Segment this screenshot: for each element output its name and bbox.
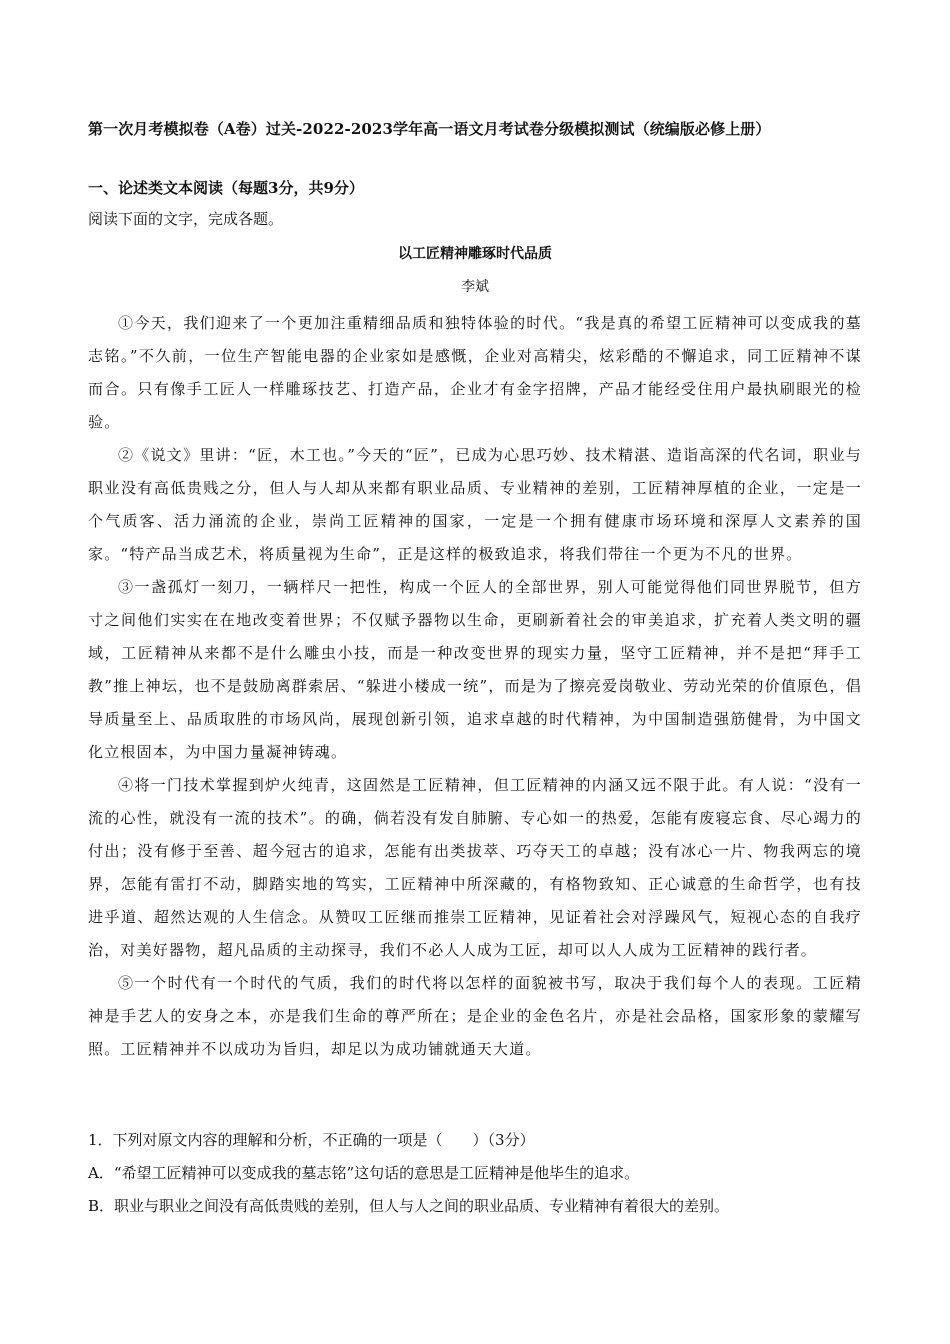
article-body xyxy=(88,307,862,1066)
paragraph-5: ⑤一个时代有一个时代的气质，我们的时代将以怎样的面貌被书写，取决于我们每个人的表现。工匠精神是手艺人的安身之本，亦是我们生命的尊严所在；是企业的金色名片，亦是社会品格，国家形象的蒙耀写照。工匠精神并不以成功为旨归，却足以为成功铺就通天大道。 xyxy=(88,974,862,1058)
paragraph-1: ①今天，我们迎来了一个更加注重精细品质和独特体验的时代。“我是真的希望工匠精神可以变成我的墓志铭。”不久前，一位生产智能电器的企业家如是感慨，企业对高精尖，炫彩酷的不懈追求，同工匠精神不谋而合。只有像手工匠人一样雕琢技艺、打造产品，企业才有金字招牌，产品才能经受住用户最执刷眼光的检验。 xyxy=(88,314,862,431)
paragraph-4: ④将一门技术掌握到炉火纯青，这固然是工匠精神，但工匠精神的内涵又远不限于此。有人说：“没有一流的心性，就没有一流的技术”。的确，倘若没有发自肺腑、专心如一的热爱，怎能有废寝忘食、尽心竭力的付出；没有修于至善、超今冠古的追求，怎能有出类拔萃、巧夺天工的卓越；没有冰心一片、物我两忘的境界，怎能有雷打不动，脚踏实地的笃实，工匠精神中所深藏的，有格物致知、正心诚意的生命哲学，也有技进乎道、超然达观的人生信念。从赞叹工匠继而推崇工匠精神，见证着社会对浮躁风气，短视心态的自我疗治，对美好器物，超凡品质的主动探寻，我们不必人人成为工匠，却可以人人成为工匠精神的践行者。 xyxy=(88,776,862,959)
article-title: 以工匠精神雕琢时代品质 xyxy=(398,246,552,262)
paragraph-3: ③一盏孤灯一刻刀，一辆样尺一把性，构成一个匠人的全部世界，别人可能觉得他们同世界脱节，但方寸之间他们实实在在地改变着世界；不仅赋予器物以生命，更刷新着社会的审美追求，扩充着人类文明的疆域，工匠精神从来都不是什么雕虫小技，而是一种改变世界的现实力量，坚守工匠精神，并不是把“拜手工教”推上神坛，也不是鼓励离群索居、“躲进小楼成一统”，而是为了擦亮爱岗敬业、劳动光荣的价值原色，倡导质量至上、品质取胜的市场风尚，展现创新引领，追求卓越的时代精神，为中国制造强筋健骨，为中国文化立根固本，为中国力量凝神铸魂。 xyxy=(88,578,862,761)
article-author: 李斌 xyxy=(461,279,489,295)
question-block xyxy=(88,1124,878,1223)
reading-instruction: 阅读下面的文字，完成各题。 xyxy=(88,210,284,228)
question-1-stem: 1．下列对原文内容的理解和分析，不正确的一项是（ ）（3分） xyxy=(88,1131,535,1149)
section-heading: 一、论述类文本阅读（每题3分，共9分） xyxy=(88,179,364,197)
paragraph-2: ②《说文》里讲：“匠，木工也。”今天的“匠”，已成为心思巧妙、技术精湛、造诣高深的代名词，职业与职业没有高低贵贱之分，但人与人却从来都有职业品质、专业精神的差别，工匠精神厚植的企业，一定是一个气质客、活力涌流的企业，崇尚工匠精神的国家，一定是一个拥有健康市场环境和深厚人文素养的国家。“特产品当成艺术，将质量视为生命”，正是这样的极致追求，将我们带往一个更为不凡的世界。 xyxy=(88,446,862,563)
question-1-option-a[interactable]: A．“希望工匠精神可以变成我的墓志铭”这句话的意思是工匠精神是他毕生的追求。 xyxy=(88,1164,640,1182)
exam-title: 第一次月考模拟卷（A卷）过关-2022-2023学年高一语文月考试卷分级模拟测试（统编版必修上册） xyxy=(88,120,771,138)
question-1-option-b[interactable]: B．职业与职业之间没有高低贵贱的差别，但人与人之间的职业品质、专业精神有着很大的差别。 xyxy=(88,1197,730,1215)
